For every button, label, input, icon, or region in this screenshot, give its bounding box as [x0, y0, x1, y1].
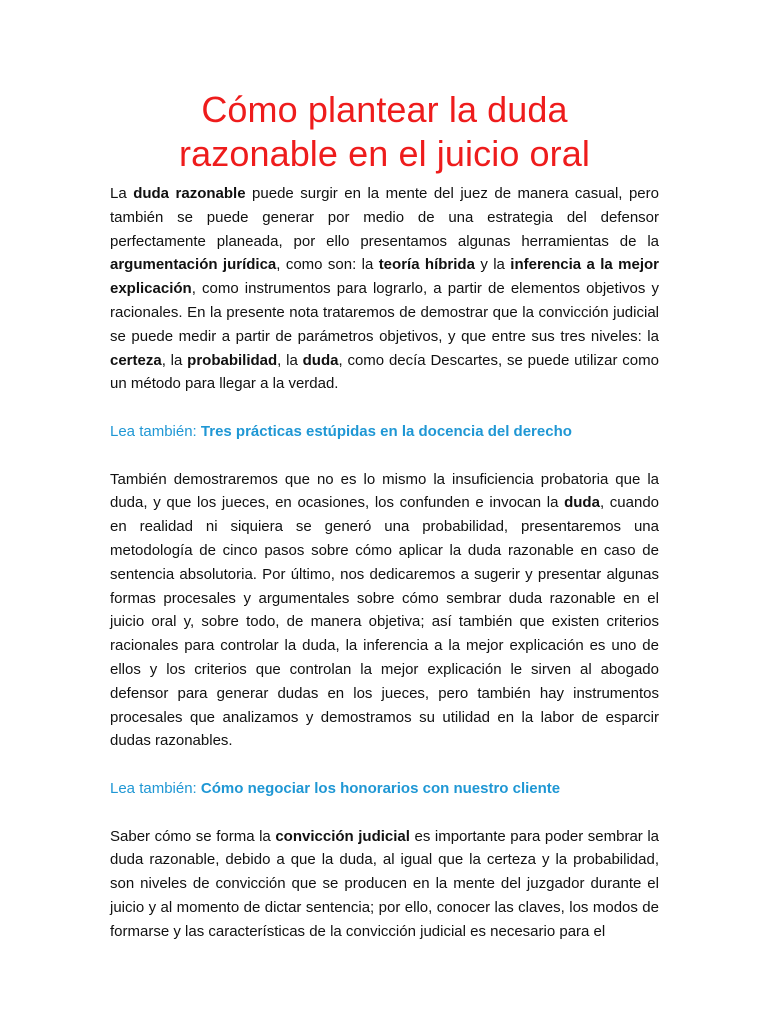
bold-term: convicción judicial [275, 827, 410, 845]
title-line-2: razonable en el juicio oral [179, 133, 590, 174]
bold-term: duda [564, 494, 600, 512]
text-run: También demostraremos que no es lo mismo la insuficiencia probatoria que la duda, y que los jueces, en ocasiones, los confunden e invocan la [110, 470, 659, 512]
bold-term: inferencia a la mejor explicación [110, 256, 659, 298]
text-run: puede surgir en la mente del juez de manera casual, pero también se puede generar por medio de una estrategia del defensor perfectamente planeada, por ello presentamos algunas herramientas de la [110, 185, 659, 250]
see-also-2 [110, 777, 659, 801]
text-run: y la [474, 256, 511, 274]
see-also-link-2[interactable]: Cómo negociar los honorarios con nuestro cliente [200, 779, 561, 797]
paragraph-3 [110, 825, 659, 944]
see-also-link-1[interactable]: Tres prácticas estúpidas en la docencia del derecho [200, 422, 572, 440]
bold-term: teoría híbrida [378, 256, 475, 274]
see-also-prefix: Lea también: [110, 422, 201, 440]
bold-term: argumentación jurídica [110, 256, 277, 274]
bold-term: certeza [110, 351, 162, 369]
bold-term: probabilidad [187, 351, 278, 369]
text-run: Saber cómo se forma la [110, 827, 276, 845]
text-run: es importante para poder sembrar la duda razonable, debido a que la duda, al igual que la certeza y la probabilidad, son niveles de convicción que se producen en la mente del juzgador durante el juicio y al momento de dictar sentencia; por ello, conocer las claves, los modos de formarse y las características de la convicción judicial es necesario para el [110, 827, 660, 940]
text-run: La [110, 185, 134, 202]
text-run: , la [277, 351, 303, 369]
text-run: , la [161, 351, 188, 369]
text-run: , como decía Descartes, se puede utilizar como un método para llegar a la verdad. [110, 351, 659, 393]
see-also-prefix: Lea también: [110, 779, 201, 797]
bold-term: duda [302, 351, 339, 369]
text-run: , como son: la [276, 256, 379, 274]
bold-term: duda razonable [133, 185, 246, 202]
see-also-1 [110, 420, 659, 444]
page-title [110, 88, 659, 176]
text-run: , cuando en realidad ni siquiera se generó una probabilidad, presentaremos una metodología de cinco pasos sobre cómo aplicar la duda razonable en caso de sentencia absolutoria. Por último, nos dedicaremos a sugerir y presentar algunas formas procesales y argumentales sobre cómo sembrar duda razonable en el juicio oral y, sobre todo, de manera objetiva; así también que existen criterios racionales para controlar la duda, la inferencia a la mejor explicación es uno de ellos y los criterios que controlan la mejor explicación le sirven al abogado defensor para generar dudas en los jueces, pero también hay instrumentos procesales que analizamos y demostramos su utilidad en la labor de esparcir dudas razonables. [110, 494, 659, 750]
title-line-1: Cómo plantear la duda [201, 89, 568, 130]
text-run: , como instrumentos para lograrlo, a partir de elementos objetivos y racionales. En la presente nota trataremos de demostrar que la convicción judicial se puede medir a partir de parámetros objetivos, y que entre sus tres niveles: la [110, 280, 659, 345]
paragraph-2 [110, 468, 659, 754]
paragraph-intro [110, 182, 659, 396]
